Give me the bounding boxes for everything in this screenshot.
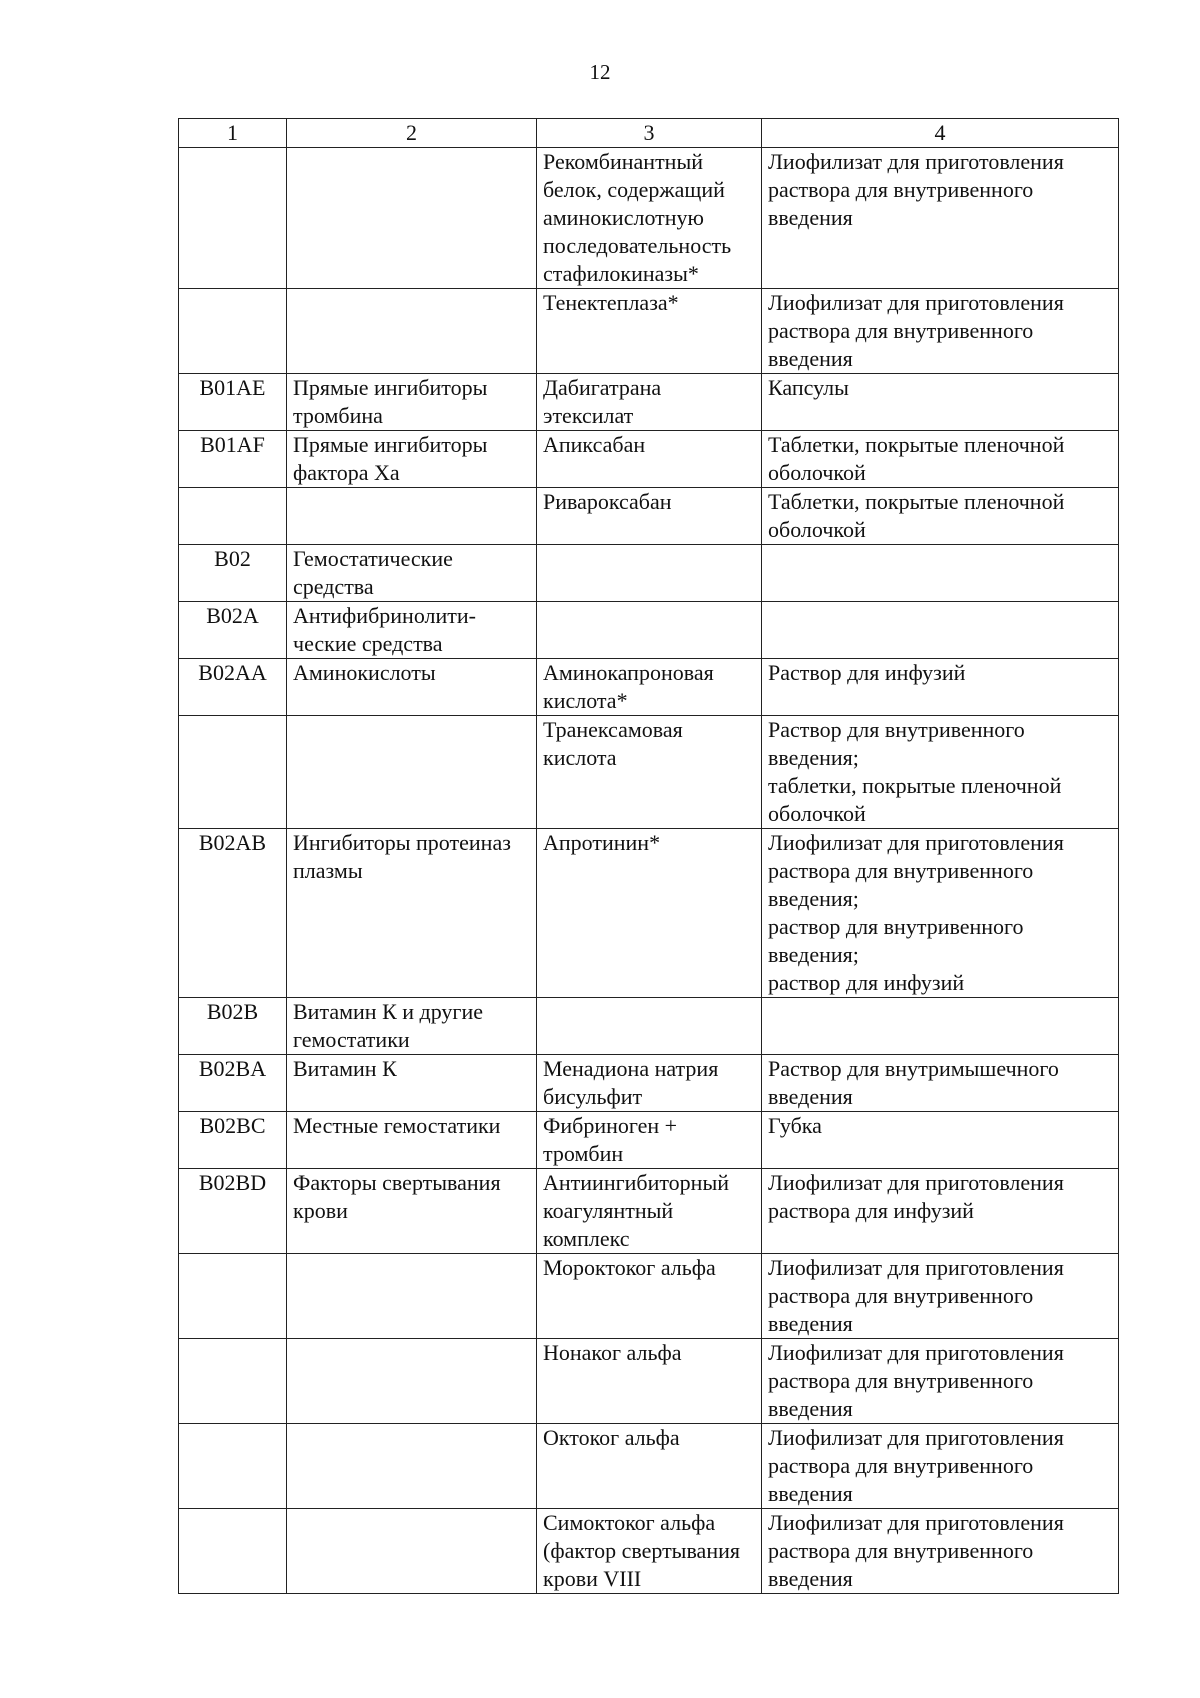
group-name-line: Факторы свертывания [293, 1170, 501, 1195]
dosage-form-line: Лиофилизат для приготовления [768, 830, 1064, 855]
group-name-line: Витамин К и другие [293, 999, 483, 1024]
dosage-form-line: раствора для внутривенного [768, 1368, 1034, 1393]
atc-code-cell [179, 148, 287, 289]
atc-code-cell [179, 1254, 287, 1339]
table-row [179, 431, 1119, 488]
dosage-form-cell [762, 998, 1119, 1055]
dosage-form-line: Раствор для внутривенного [768, 717, 1025, 742]
atc-code-cell: B01AE [179, 374, 287, 431]
group-name-cell [287, 148, 537, 289]
group-name-line: тромбина [293, 403, 383, 428]
dosage-form-cell [762, 1509, 1119, 1594]
drug-name-cell [537, 998, 762, 1055]
dosage-form-line: раствор для инфузий [768, 970, 965, 995]
table-row [179, 1509, 1119, 1594]
dosage-form-line: Раствор для инфузий [768, 660, 966, 685]
dosage-form-line: раствора для внутривенного [768, 1283, 1034, 1308]
atc-code-cell [179, 1424, 287, 1509]
group-name-cell [287, 1424, 537, 1509]
drug-name-cell [537, 148, 762, 289]
dosage-form-line: раствора для внутривенного [768, 858, 1034, 883]
drug-name-line: Антиингибиторный [543, 1170, 730, 1195]
dosage-form-line: Капсулы [768, 375, 849, 400]
drug-name-line: последовательность [543, 233, 732, 258]
dosage-form-line: введения; [768, 886, 859, 911]
table-row [179, 374, 1119, 431]
table-row [179, 289, 1119, 374]
atc-code-cell: B02BD [179, 1169, 287, 1254]
table-header-row [179, 119, 1119, 148]
drug-name-cell [537, 1509, 762, 1594]
drug-name-line: тромбин [543, 1141, 624, 1166]
drug-name-line: белок, содержащий [543, 177, 725, 202]
drug-name-cell [537, 829, 762, 998]
page-number: 12 [589, 60, 611, 84]
table-row [179, 1169, 1119, 1254]
drug-name-line: этексилат [543, 403, 634, 428]
dosage-form-cell [762, 374, 1119, 431]
group-name-line: крови [293, 1198, 348, 1223]
group-name-cell [287, 716, 537, 829]
atc-code-cell: B02BA [179, 1055, 287, 1112]
drug-name-line: Нонаког альфа [543, 1340, 682, 1365]
table-row [179, 1112, 1119, 1169]
dosage-form-cell [762, 1424, 1119, 1509]
drug-name-line: Апротинин* [543, 830, 661, 855]
dosage-form-line: раствора для инфузий [768, 1198, 974, 1223]
group-name-cell [287, 998, 537, 1055]
drug-name-line: кислота [543, 745, 617, 770]
drug-name-cell [537, 545, 762, 602]
dosage-form-cell [762, 289, 1119, 374]
group-name-line: Антифибринолити- [293, 603, 476, 628]
group-name-line: Прямые ингибиторы [293, 375, 488, 400]
table-row [179, 998, 1119, 1055]
group-name-line: гемостатики [293, 1027, 410, 1052]
drug-name-line: Тенектеплаза* [543, 290, 679, 315]
drug-name-cell [537, 1339, 762, 1424]
dosage-form-line: Лиофилизат для приготовления [768, 1425, 1064, 1450]
dosage-form-line: оболочкой [768, 460, 866, 485]
dosage-form-line: Лиофилизат для приготовления [768, 1510, 1064, 1535]
dosage-form-line: введения [768, 1311, 853, 1336]
group-name-cell [287, 1112, 537, 1169]
atc-code-cell [179, 1509, 287, 1594]
dosage-form-line: раствора для внутривенного [768, 1453, 1034, 1478]
group-name-cell [287, 659, 537, 716]
drug-name-cell [537, 431, 762, 488]
table-row [179, 1055, 1119, 1112]
group-name-cell [287, 1509, 537, 1594]
dosage-form-line: оболочкой [768, 801, 866, 826]
group-name-cell [287, 289, 537, 374]
header-col-4: 4 [762, 119, 1119, 148]
group-name-line: фактора Xa [293, 460, 400, 485]
group-name-cell [287, 1254, 537, 1339]
dosage-form-cell [762, 545, 1119, 602]
dosage-form-cell [762, 488, 1119, 545]
group-name-cell [287, 1169, 537, 1254]
atc-code-cell: B02 [179, 545, 287, 602]
drug-name-line: Транексамовая [543, 717, 683, 742]
table-row [179, 1254, 1119, 1339]
group-name-cell [287, 829, 537, 998]
table-row [179, 488, 1119, 545]
dosage-form-line: раствора для внутривенного [768, 1538, 1034, 1563]
group-name-cell [287, 1055, 537, 1112]
dosage-form-cell [762, 829, 1119, 998]
dosage-form-line: Лиофилизат для приготовления [768, 290, 1064, 315]
group-name-line: Витамин К [293, 1056, 397, 1081]
table-row [179, 602, 1119, 659]
dosage-form-cell [762, 716, 1119, 829]
dosage-form-line: раствора для внутривенного [768, 177, 1034, 202]
header-col-2: 2 [287, 119, 537, 148]
drug-name-line: бисульфит [543, 1084, 643, 1109]
group-name-cell [287, 374, 537, 431]
dosage-form-line: введения; [768, 942, 859, 967]
drug-name-cell [537, 602, 762, 659]
group-name-line: плазмы [293, 858, 363, 883]
dosage-form-cell [762, 1055, 1119, 1112]
group-name-line: Местные гемостатики [293, 1113, 501, 1138]
atc-code-cell: B02AA [179, 659, 287, 716]
drug-name-cell [537, 1254, 762, 1339]
group-name-line: средства [293, 574, 374, 599]
dosage-form-line: введения [768, 1084, 853, 1109]
atc-code-cell: B02AB [179, 829, 287, 998]
drug-name-line: коагулянтный [543, 1198, 674, 1223]
group-name-line: ческие средства [293, 631, 443, 656]
drug-name-line: Рекомбинантный [543, 149, 704, 174]
drug-name-line: комплекс [543, 1226, 630, 1251]
group-name-line: Аминокислоты [293, 660, 436, 685]
atc-code-cell [179, 289, 287, 374]
group-name-cell [287, 431, 537, 488]
drug-name-line: Аминокапроновая [543, 660, 714, 685]
dosage-form-line: Губка [768, 1113, 822, 1138]
group-name-cell [287, 545, 537, 602]
drug-name-line: Октоког альфа [543, 1425, 680, 1450]
dosage-form-line: таблетки, покрытые пленочной [768, 773, 1062, 798]
drug-name-cell [537, 659, 762, 716]
dosage-form-line: Таблетки, покрытые пленочной [768, 432, 1065, 457]
drug-name-cell [537, 1424, 762, 1509]
table-row [179, 148, 1119, 289]
dosage-form-line: введения; [768, 745, 859, 770]
drug-name-line: кислота* [543, 688, 628, 713]
drug-name-line: Апиксабан [543, 432, 646, 457]
drug-name-line: Фибриноген + [543, 1113, 678, 1138]
dosage-form-line: Лиофилизат для приготовления [768, 1255, 1064, 1280]
drug-name-line: Ривароксабан [543, 489, 672, 514]
dosage-form-line: введения [768, 1481, 853, 1506]
table-row [179, 829, 1119, 998]
drug-table [178, 118, 1119, 1594]
atc-code-cell: B02BC [179, 1112, 287, 1169]
dosage-form-cell [762, 148, 1119, 289]
group-name-line: Прямые ингибиторы [293, 432, 488, 457]
group-name-cell [287, 602, 537, 659]
dosage-form-line: Раствор для внутримышечного [768, 1056, 1059, 1081]
group-name-cell [287, 1339, 537, 1424]
drug-name-line: Менадиона натрия [543, 1056, 719, 1081]
drug-name-line: Симоктоког альфа [543, 1510, 716, 1535]
table-row [179, 1424, 1119, 1509]
drug-name-cell [537, 1112, 762, 1169]
dosage-form-cell [762, 659, 1119, 716]
drug-name-line: Дабигатрана [543, 375, 662, 400]
dosage-form-cell [762, 431, 1119, 488]
atc-code-cell: B02B [179, 998, 287, 1055]
group-name-cell [287, 488, 537, 545]
drug-name-line: (фактор свертывания [543, 1538, 740, 1563]
dosage-form-line: Лиофилизат для приготовления [768, 1170, 1064, 1195]
drug-name-line: крови VIII [543, 1566, 642, 1591]
table-row [179, 1339, 1119, 1424]
dosage-form-line: введения [768, 205, 853, 230]
drug-name-line: Мороктоког альфа [543, 1255, 716, 1280]
drug-name-cell [537, 488, 762, 545]
atc-code-cell [179, 488, 287, 545]
drug-name-line: стафилокиназы* [543, 261, 699, 286]
dosage-form-cell [762, 1254, 1119, 1339]
atc-code-cell: B02A [179, 602, 287, 659]
dosage-form-line: введения [768, 1396, 853, 1421]
dosage-form-line: раствор для внутривенного [768, 914, 1024, 939]
dosage-form-cell [762, 1112, 1119, 1169]
dosage-form-line: введения [768, 1566, 853, 1591]
dosage-form-line: оболочкой [768, 517, 866, 542]
drug-name-cell [537, 1055, 762, 1112]
dosage-form-line: Таблетки, покрытые пленочной [768, 489, 1065, 514]
table-row [179, 545, 1119, 602]
header-col-1: 1 [179, 119, 287, 148]
atc-code-cell: B01AF [179, 431, 287, 488]
table-row [179, 716, 1119, 829]
dosage-form-line: Лиофилизат для приготовления [768, 1340, 1064, 1365]
drug-name-cell [537, 1169, 762, 1254]
drug-name-cell [537, 716, 762, 829]
header-col-3: 3 [537, 119, 762, 148]
dosage-form-line: раствора для внутривенного [768, 318, 1034, 343]
group-name-line: Гемостатические [293, 546, 453, 571]
dosage-form-cell [762, 602, 1119, 659]
atc-code-cell [179, 716, 287, 829]
drug-name-line: аминокислотную [543, 205, 704, 230]
dosage-form-line: введения [768, 346, 853, 371]
drug-name-cell [537, 374, 762, 431]
group-name-line: Ингибиторы протеиназ [293, 830, 511, 855]
dosage-form-cell [762, 1339, 1119, 1424]
drug-name-cell [537, 289, 762, 374]
atc-code-cell [179, 1339, 287, 1424]
dosage-form-cell [762, 1169, 1119, 1254]
dosage-form-line: Лиофилизат для приготовления [768, 149, 1064, 174]
table-row [179, 659, 1119, 716]
